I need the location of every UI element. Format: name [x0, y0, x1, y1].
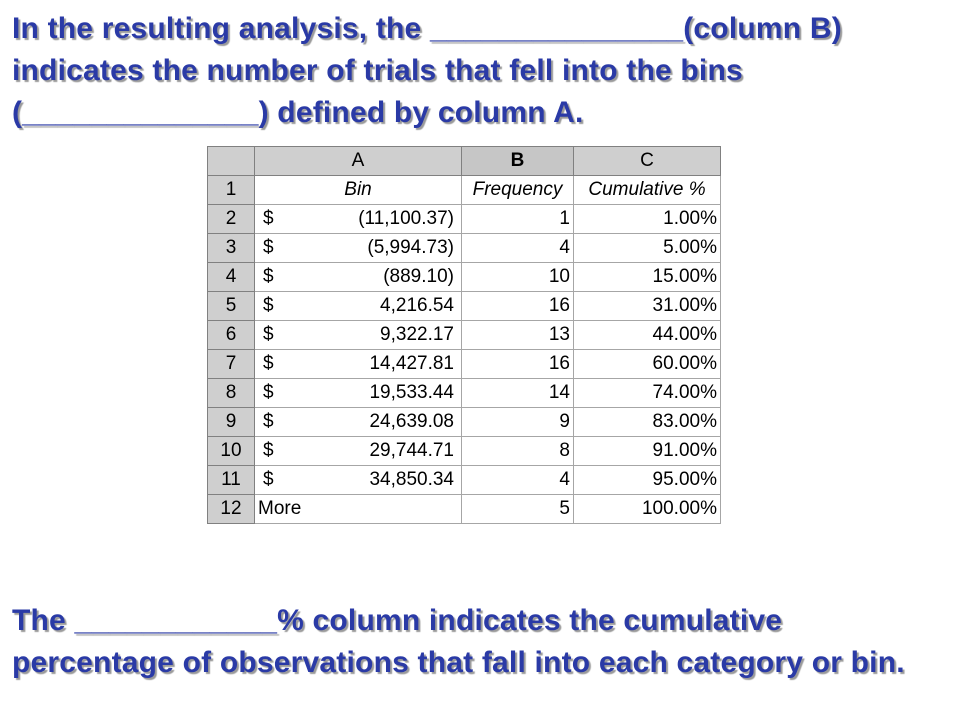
row-header[interactable]: 8 — [208, 379, 255, 408]
table-row — [208, 466, 721, 495]
row-header[interactable]: 11 — [208, 466, 255, 495]
table-row — [208, 292, 721, 321]
frequency-cell[interactable]: 1 — [462, 205, 574, 234]
frequency-cell[interactable]: 14 — [462, 379, 574, 408]
bin-value: 24,639.08 — [369, 411, 454, 432]
table-row — [208, 408, 721, 437]
frequency-cell[interactable]: 4 — [462, 234, 574, 263]
frequency-cell[interactable]: 16 — [462, 350, 574, 379]
bin-cell[interactable] — [255, 350, 462, 379]
frequency-cell[interactable]: 16 — [462, 292, 574, 321]
top-paragraph: In the resulting analysis, the _______________(column B) indicates the number of trials that fell into the bins (______________) defined by column A. — [12, 12, 842, 129]
currency-symbol: $ — [263, 411, 274, 432]
bin-cell[interactable] — [255, 263, 462, 292]
bin-value: 9,322.17 — [380, 324, 454, 345]
cumulative-cell[interactable]: 95.00% — [574, 466, 721, 495]
row-header[interactable]: 3 — [208, 234, 255, 263]
frequency-table — [207, 146, 721, 524]
column-header-c[interactable]: C — [574, 147, 721, 176]
bin-value: 4,216.54 — [380, 295, 454, 316]
currency-symbol: $ — [263, 469, 274, 490]
frequency-header-cell[interactable]: Frequency — [462, 176, 574, 205]
cumulative-cell[interactable]: 91.00% — [574, 437, 721, 466]
bin-value: 34,850.34 — [369, 469, 454, 490]
row-header[interactable]: 10 — [208, 437, 255, 466]
bin-value: (11,100.37) — [358, 208, 454, 229]
frequency-cell[interactable]: 10 — [462, 263, 574, 292]
frequency-cell[interactable]: 9 — [462, 408, 574, 437]
table-row — [208, 437, 721, 466]
table-row-more — [208, 495, 721, 524]
cumulative-header-cell[interactable]: Cumulative % — [574, 176, 721, 205]
row-header[interactable]: 4 — [208, 263, 255, 292]
table-row — [208, 321, 721, 350]
cumulative-cell[interactable]: 31.00% — [574, 292, 721, 321]
column-header-row — [208, 147, 721, 176]
currency-symbol: $ — [263, 295, 274, 316]
currency-symbol: $ — [263, 382, 274, 403]
cumulative-cell[interactable]: 44.00% — [574, 321, 721, 350]
bin-cell[interactable] — [255, 205, 462, 234]
row-header[interactable]: 7 — [208, 350, 255, 379]
row-header[interactable]: 1 — [208, 176, 255, 205]
frequency-cell[interactable]: 8 — [462, 437, 574, 466]
cumulative-cell[interactable]: 60.00% — [574, 350, 721, 379]
bin-value: 14,427.81 — [369, 353, 454, 374]
cumulative-cell[interactable]: 1.00% — [574, 205, 721, 234]
table-header-row — [208, 176, 721, 205]
bin-value: (889.10) — [383, 266, 454, 287]
currency-symbol: $ — [263, 440, 274, 461]
row-header[interactable]: 9 — [208, 408, 255, 437]
bin-value: 19,533.44 — [369, 382, 454, 403]
row-header[interactable]: 12 — [208, 495, 255, 524]
bottom-paragraph: The ____________% column indicates the cumulative percentage of observations that fall into each category or bin. — [12, 604, 905, 679]
table-row — [208, 234, 721, 263]
bin-cell[interactable] — [255, 379, 462, 408]
row-header[interactable]: 2 — [208, 205, 255, 234]
cumulative-cell[interactable]: 15.00% — [574, 263, 721, 292]
cumulative-cell[interactable]: 74.00% — [574, 379, 721, 408]
currency-symbol: $ — [263, 324, 274, 345]
currency-symbol: $ — [263, 266, 274, 287]
column-header-a[interactable]: A — [255, 147, 462, 176]
table-row — [208, 205, 721, 234]
currency-symbol: $ — [263, 208, 274, 229]
bin-cell[interactable] — [255, 321, 462, 350]
cumulative-cell[interactable]: 100.00% — [574, 495, 721, 524]
currency-symbol: $ — [263, 237, 274, 258]
corner-cell[interactable] — [208, 147, 255, 176]
bin-cell[interactable] — [255, 408, 462, 437]
bin-value: (5,994.73) — [367, 237, 454, 258]
row-header[interactable]: 6 — [208, 321, 255, 350]
bin-header-cell[interactable]: Bin — [255, 176, 462, 205]
table-row — [208, 350, 721, 379]
row-header[interactable]: 5 — [208, 292, 255, 321]
bin-cell[interactable] — [255, 466, 462, 495]
table-row — [208, 379, 721, 408]
frequency-cell[interactable]: 5 — [462, 495, 574, 524]
column-header-b[interactable]: B — [462, 147, 574, 176]
bin-cell[interactable] — [255, 437, 462, 466]
table-row — [208, 263, 721, 292]
cumulative-cell[interactable]: 5.00% — [574, 234, 721, 263]
frequency-cell[interactable]: 13 — [462, 321, 574, 350]
bin-cell[interactable] — [255, 292, 462, 321]
bin-value: 29,744.71 — [369, 440, 454, 461]
cumulative-cell[interactable]: 83.00% — [574, 408, 721, 437]
currency-symbol: $ — [263, 353, 274, 374]
bin-cell-more[interactable]: More — [255, 495, 462, 524]
bin-cell[interactable] — [255, 234, 462, 263]
frequency-cell[interactable]: 4 — [462, 466, 574, 495]
